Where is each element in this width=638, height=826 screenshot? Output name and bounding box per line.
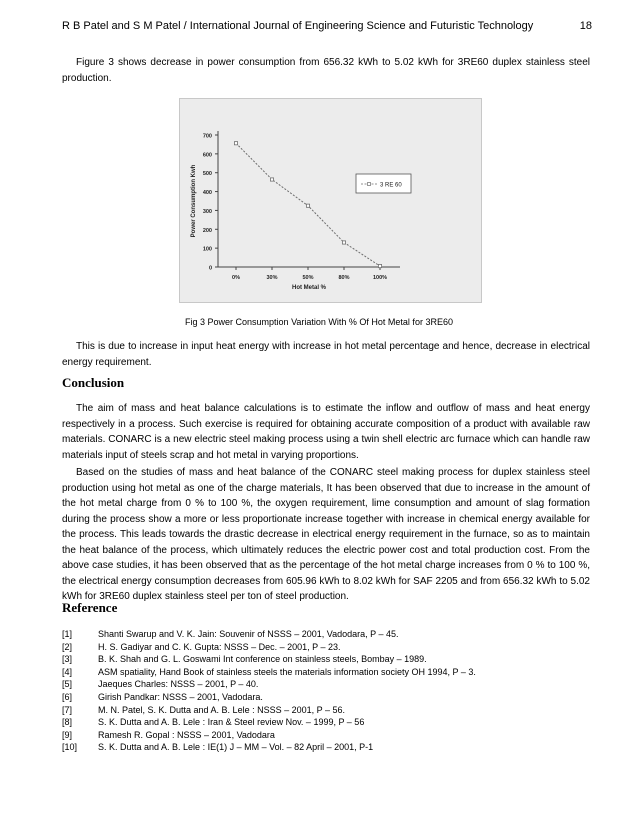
y-tick-label: 400 [202,190,212,197]
x-tick-label: 50% [302,275,314,281]
y-tick-label: 500 [202,171,212,178]
x-tick-label: 30% [266,275,278,281]
data-point [378,264,381,267]
reference-text: ASM spatiality, Hand Book of stainless steels the materials information society OH 1994, P – 3. [98,666,476,677]
legend-marker [368,183,371,186]
reference-number: [4] [62,666,73,677]
reference-text: Girish Pandkar: NSSS – 2001, Vadodara. [98,691,263,702]
y-tick-label: 200 [202,227,212,234]
y-tick-label: 300 [202,208,212,215]
reference-item [62,628,602,641]
reference-text: M. N. Patel, S. K. Dutta and A. B. Lele : NSSS – 2001, P – 56. [98,704,345,715]
reference-text: S. K. Dutta and A. B. Lele : Iran & Steel review Nov. – 1999, P – 56 [98,717,365,728]
reference-text: Jaeques Charles: NSSS – 2001, P – 40. [98,679,259,690]
reference-item [62,666,602,679]
x-tick-label: 0% [232,275,240,281]
y-tick-label: 600 [202,152,212,159]
reference-text: H. S. Gadiyar and C. K. Gupta: NSSS – Dec. – 2001, P – 23. [98,641,341,652]
reference-number: [7] [62,704,73,715]
x-tick-label: 80% [338,275,350,281]
reference-text: B. K. Shah and G. L. Goswami Int conference on stainless steels, Bombay – 1989. [98,654,427,665]
figure-caption: Fig 3 Power Consumption Variation With % Of Hot Metal for 3RE60 [185,317,453,327]
legend-label: 3 RE 60 [380,182,402,189]
reference-heading: Reference [62,600,118,615]
discussion-paragraph: This is due to increase in input heat energy with increase in hot metal percentage and hence, decrease in electrical energy requirement. [62,341,590,368]
reference-item [62,641,602,654]
reference-item [62,678,602,691]
running-title: R B Patel and S M Patel / International Journal of Engineering Science and Futuristic Technology [62,20,534,32]
conclusion-paragraph-2: Based on the studies of mass and heat balance of the CONARC steel making process for duplex stainless steel production using hot metal as one of the charge materials, It has been observed that due to increase in the amount of the hot metal charge from 0 % to 100 %, the oxygen requirement, lime consumption and amount of slag formation during the process show a more or less proportionate increase together with increase in chemical energy available for the process. This leads towards the drastic decrease in electrical energy requirement in the furnace, so as to maintain the heat balance of the process, which ultimately reduces the electric power cost and total production cost. From the above case studies, it has been observed that as the percentage of the hot metal charge increases from 0 % to 100 %, the electrical energy consumption decreases from 605.96 kWh to 8.02 kWh for SAF 2205 and from 656.32 kWh to 5.02 kWh for 3RE60 duplex stainless steel per ton of steel production. [62,467,590,602]
x-tick-label: 100% [372,275,388,281]
reference-text: Shanti Swarup and V. K. Jain: Souvenir of NSSS – 2001, Vadodara, P – 45. [98,629,399,639]
reference-number: [10] [62,742,78,753]
reference-item [62,729,602,742]
reference-item [62,653,602,666]
reference-text: S. K. Dutta and A. B. Lele : IE(1) J – MM – Vol. – 82 April – 2001, P-1 [98,742,374,753]
y-tick-label: 0 [208,265,212,272]
y-tick-label: 100 [202,246,212,253]
y-tick-label: 700 [202,133,212,140]
reference-number: [6] [62,691,73,702]
reference-number: [8] [62,717,73,728]
reference-text: Ramesh R. Gopal : NSSS – 2001, Vadodara [98,729,275,740]
data-point [342,241,345,244]
reference-item [62,691,602,704]
power-consumption-chart [180,99,481,302]
conclusion-paragraph-1: The aim of mass and heat balance calculations is to estimate the inflow and outflow of mass and heat energy respectively in a process. Such exercise is required for obtaining accurate composition of a product with available raw materials. CONARC is a new electric steel making process using a twin shell electric arc furnace which can handle raw materials input of steels scrap and hot metal in varying proportions. [62,403,590,461]
data-point [234,142,237,145]
data-point [306,204,309,207]
y-axis-label: Power Consumption Kwh [191,164,197,238]
intro-paragraph: Figure 3 shows decrease in power consumption from 656.32 kWh to 5.02 kWh for 3RE60 duplex stainless steel production. [62,57,590,84]
reference-item [62,741,602,754]
reference-item [62,716,602,729]
reference-number: [1] [62,629,73,639]
reference-number: [3] [62,654,73,665]
reference-number: [2] [62,641,73,652]
page-number: 18 [579,20,592,32]
figure-3 [179,98,482,303]
reference-list [62,628,602,754]
x-axis-label: Hot Metal % [291,285,327,291]
data-point [270,178,273,181]
reference-item [62,704,602,717]
reference-number: [5] [62,679,73,690]
reference-number: [9] [62,729,73,740]
conclusion-heading: Conclusion [62,375,125,390]
